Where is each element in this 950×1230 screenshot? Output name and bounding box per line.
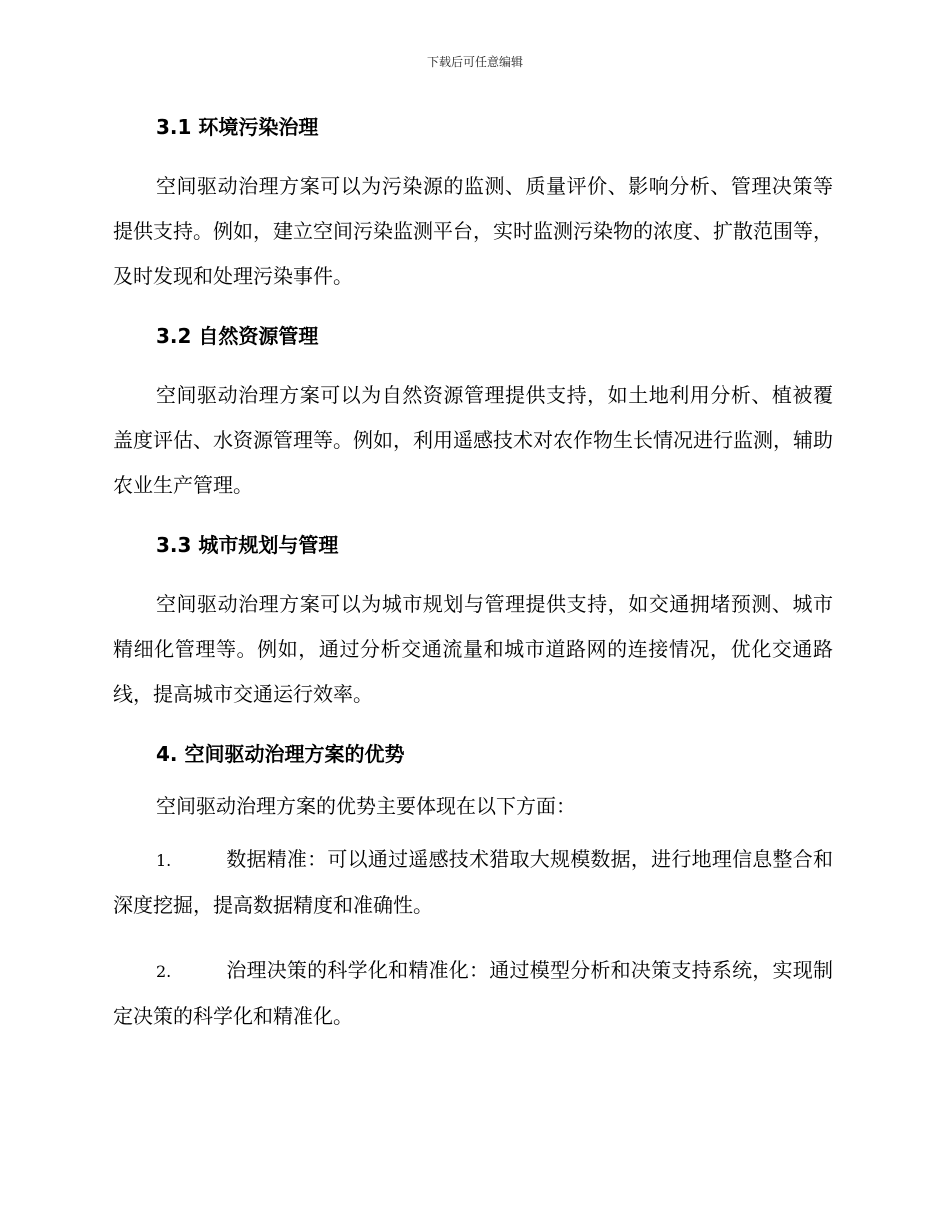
list-item: [113, 948, 833, 1039]
section-heading-3-2: 3.2 自然资源管理: [156, 324, 319, 348]
section-heading-3-3: 3.3 城市规划与管理: [156, 533, 339, 557]
page-header: 下载后可任意编辑: [426, 55, 523, 69]
document-body: [113, 112, 833, 1059]
section-paragraph-3-1: 空间驱动治理方案可以为污染源的监测、质量评价、影响分析、管理决策等提供支持。例如，建立空间污染监测平台，实时监测污染物的浓度、扩散范围等，及时发现和处理污染事件。: [113, 174, 833, 288]
list-item: [113, 837, 833, 928]
section-heading-4: 4. 空间驱动治理方案的优势: [156, 742, 405, 766]
advantages-intro: 空间驱动治理方案的优势主要体现在以下方面：: [156, 794, 576, 818]
section-paragraph-3-2: 空间驱动治理方案可以为自然资源管理提供支持，如土地利用分析、植被覆盖度评估、水资源管理等。例如，利用遥感技术对农作物生长情况进行监测，辅助农业生产管理。: [113, 383, 833, 497]
section-heading-3-1: 3.1 环境污染治理: [156, 115, 319, 139]
list-item-text: 治理决策的科学化和精准化：通过模型分析和决策支持系统，实现制定决策的科学化和精准化。: [113, 958, 833, 1028]
list-item-text: 数据精准：可以通过遥感技术猎取大规模数据，进行地理信息整合和深度挖掘，提高数据精度和准确性。: [113, 847, 833, 917]
section-paragraph-3-3: 空间驱动治理方案可以为城市规划与管理提供支持，如交通拥堵预测、城市精细化管理等。例如，通过分析交通流量和城市道路网的连接情况，优化交通路线，提高城市交通运行效率。: [113, 592, 833, 706]
list-item-number: 2.: [156, 962, 172, 981]
list-item-number: 1.: [156, 851, 172, 870]
